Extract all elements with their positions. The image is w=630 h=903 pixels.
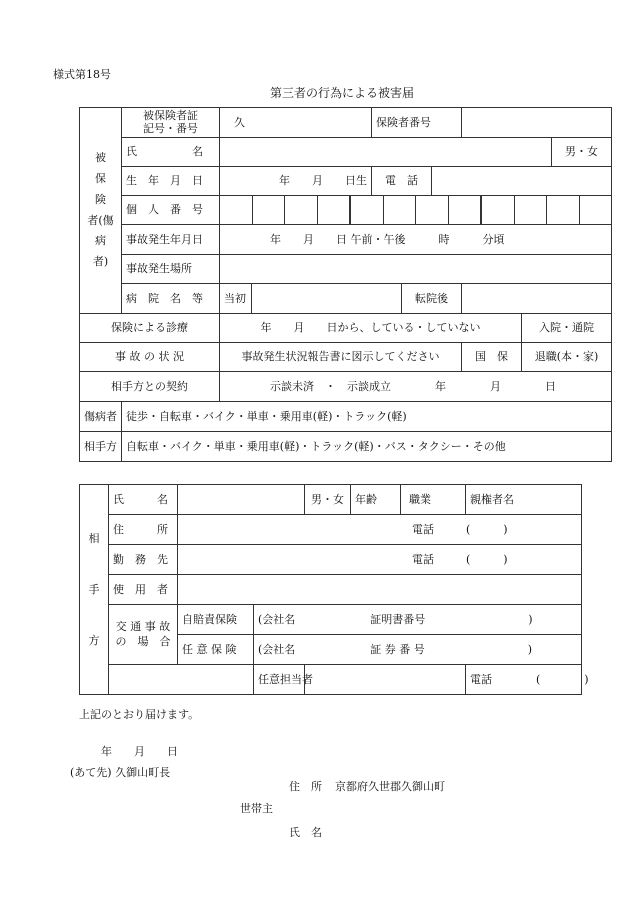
injured-transport-label: 傷病者 (80, 402, 122, 432)
contract-label: 相手方との契約 (80, 372, 220, 402)
compulsory-insurance-field[interactable]: (会社名 証明書番号 ) (254, 605, 582, 635)
hospital-initial-label: 当初 (220, 284, 252, 314)
insured-cert-field[interactable]: 久 (220, 108, 372, 138)
party-address-label: 住 所 (109, 515, 178, 545)
agent-label: 任意担当者 (254, 665, 305, 695)
declaration: 上記のとおり届けます。 (79, 708, 200, 721)
personal-number-label: 個 人 番 号 (122, 196, 220, 225)
party-gender[interactable]: 男・女 (305, 485, 351, 515)
agent-phone-field[interactable]: 電話 ( ) (466, 665, 582, 695)
accident-place-label: 事故発生場所 (122, 255, 220, 284)
hospital-label: 病 院 名 等 (122, 284, 220, 314)
treatment-field[interactable]: 年 月 日から、している・していない (220, 314, 522, 343)
insurer-number-label: 保険者番号 (372, 108, 462, 138)
party-name-label: 氏 名 (109, 485, 178, 515)
voluntary-insurance-field[interactable]: (会社名 証 券 番 号 ) (254, 635, 582, 665)
agent-blank (109, 665, 254, 695)
personal-number-field[interactable] (220, 196, 612, 225)
form-number: 様式第18号 (53, 68, 111, 81)
party-user-label: 使 用 者 (109, 575, 178, 605)
birthdate-label: 生 年 月 日 (122, 167, 220, 196)
party-side-label: 相 手 方 (80, 485, 109, 695)
submission-date[interactable]: 年 月 日 (101, 745, 178, 758)
victim-name-field[interactable] (220, 138, 552, 167)
household-head-label: 世帯主 (240, 802, 273, 815)
voluntary-insurance-label: 任 意 保 険 (178, 635, 254, 665)
addressee: (あて先) 久御山町長 (70, 766, 171, 779)
party-age-label: 年齢 (351, 485, 401, 515)
hospital-transfer-label: 転院後 (402, 284, 462, 314)
party-name-field[interactable] (178, 485, 305, 515)
other-transport-field[interactable]: 自転車・バイク・単車・乗用車(軽)・トラック(軽)・バス・タクシー・その他 (122, 432, 612, 462)
party-table (79, 484, 589, 695)
form-title: 第三者の行為による被害届 (270, 86, 415, 100)
accident-place-field[interactable] (220, 255, 612, 284)
treatment-label: 保険による診療 (80, 314, 220, 343)
other-transport-label: 相手方 (80, 432, 122, 462)
party-user-field[interactable] (178, 575, 582, 605)
victim-gender[interactable]: 男・女 (552, 138, 612, 167)
applicant-address-label: 住 所 (289, 780, 322, 793)
agent-field[interactable] (305, 665, 466, 695)
treatment-type[interactable]: 入院・通院 (522, 314, 612, 343)
party-address-field[interactable]: 電話 ( ) (178, 515, 582, 545)
party-guardian-label: 親権者名 (466, 485, 582, 515)
victim-name-label: 氏 名 (122, 138, 220, 167)
victim-phone-field[interactable] (432, 167, 612, 196)
compulsory-insurance-label: 自賠責保険 (178, 605, 254, 635)
kokuho-label: 国 保 (462, 343, 522, 372)
accident-date-field[interactable]: 年 月 日 午前・午後 時 分頃 (220, 225, 612, 255)
applicant-address-value[interactable]: 京都府久世郡久御山町 (335, 780, 445, 793)
hospital-transfer-field[interactable] (462, 284, 612, 314)
victim-phone-label: 電 話 (372, 167, 432, 196)
party-workplace-label: 勤 務 先 (109, 545, 178, 575)
situation-field: 事故発生状況報告書に図示してください (220, 343, 462, 372)
accident-date-label: 事故発生年月日 (122, 225, 220, 255)
insured-cert-label: 被保険者証 記号・番号 (122, 108, 220, 138)
party-occupation-label: 職業 (401, 485, 466, 515)
party-workplace-field[interactable]: 電話 ( ) (178, 545, 582, 575)
birthdate-field[interactable]: 年 月 日生 (220, 167, 372, 196)
applicant-name-label: 氏 名 (289, 826, 322, 839)
situation-label: 事 故 の 状 況 (80, 343, 220, 372)
retire-field[interactable]: 退職(本・家) (522, 343, 612, 372)
traffic-accident-label: 交 通 事 故 の 場 合 (109, 605, 178, 665)
contract-field[interactable]: 示談未済 ・ 示談成立 年 月 日 (220, 372, 612, 402)
injured-transport-field[interactable]: 徒歩・自転車・バイク・単車・乗用車(軽)・トラック(軽) (122, 402, 612, 432)
insurer-number-field[interactable] (462, 108, 612, 138)
victim-side-label: 被 保 険 者(傷 病 者) (80, 108, 122, 314)
hospital-initial-field[interactable] (252, 284, 402, 314)
victim-table (79, 107, 612, 462)
